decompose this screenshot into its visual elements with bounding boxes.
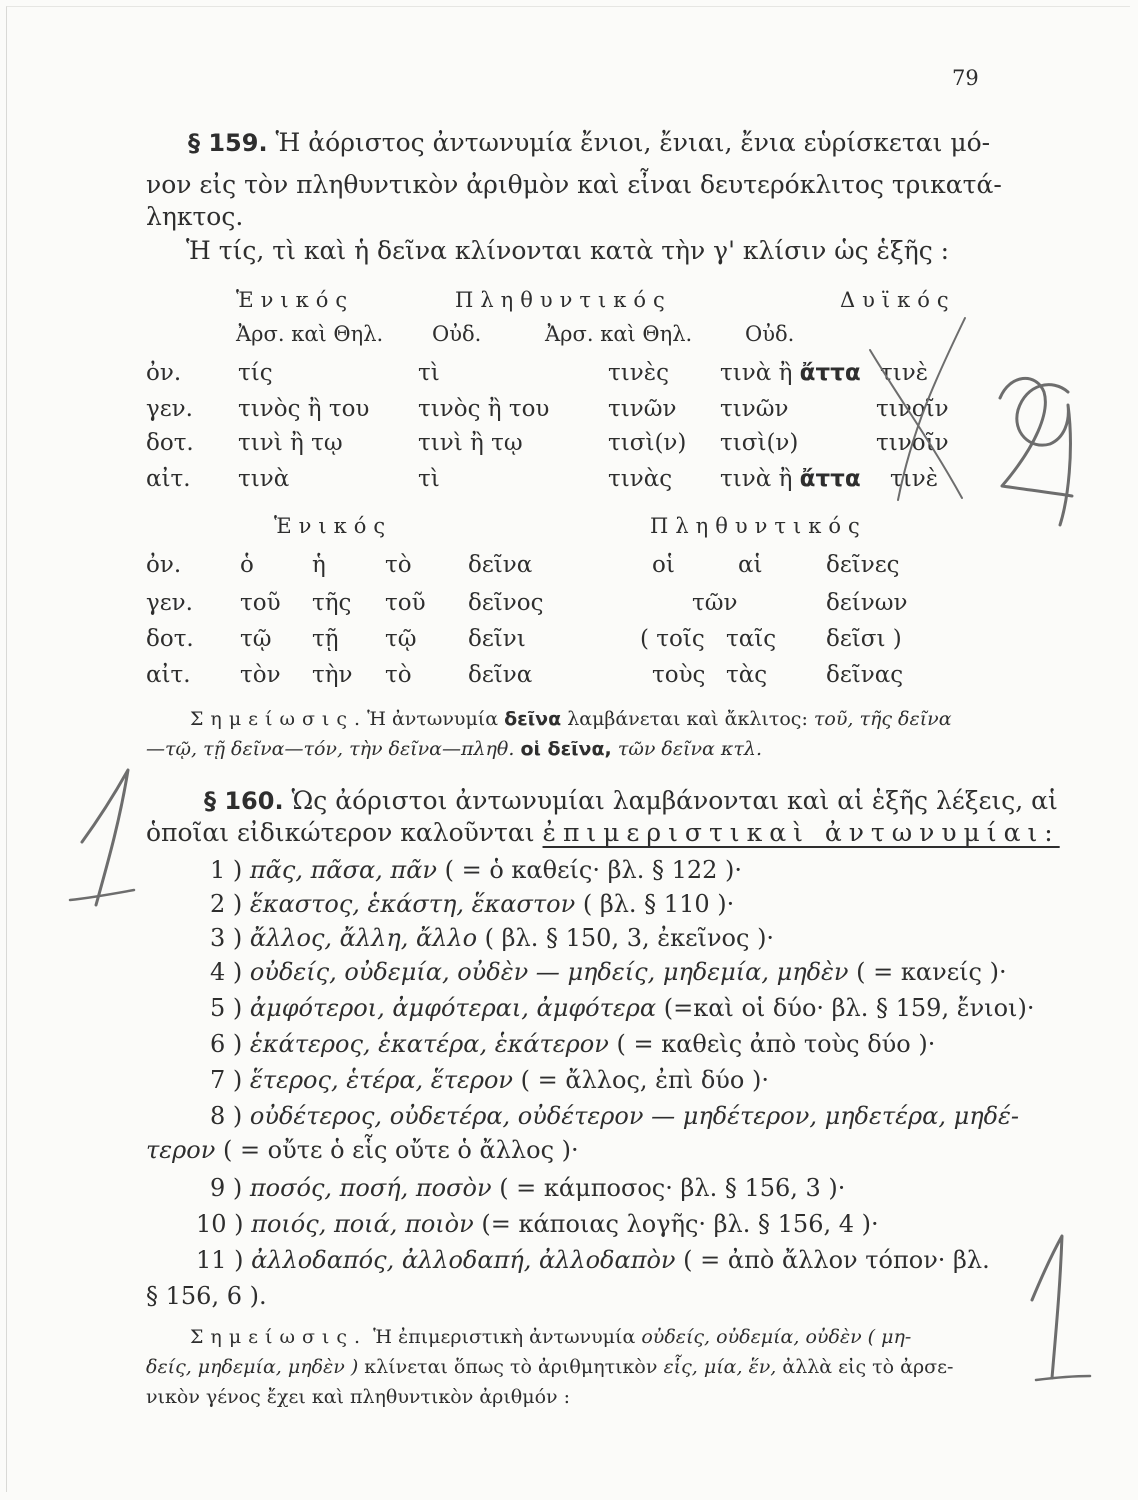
table1-subheader-3: Ἀρσ. καὶ Θηλ. — [545, 322, 693, 346]
table2-header-plural: Πληθυντικός — [650, 514, 867, 538]
table-cell: τὸ — [385, 662, 412, 688]
table-cell: τῷ — [385, 626, 417, 652]
table-cell: δεῖνι — [468, 626, 526, 652]
note-2-line-1: Σημείωσις. Ἡ ἐπιμεριστικὴ ἀντωνυμία οὐδείς, οὐδεμία, οὐδὲν ( μη- — [190, 1326, 912, 1348]
section-159-number: § 159. — [188, 129, 268, 157]
table-cell: τῷ — [240, 626, 272, 652]
table-cell: δεῖνα — [468, 552, 533, 578]
table1-subheader-4: Οὐδ. — [745, 322, 795, 346]
table-cell: τινὲ — [890, 466, 939, 492]
case-label: αἰτ. — [146, 466, 191, 492]
table-cell: τινοῖν — [876, 396, 949, 422]
table-cell: τῇ — [312, 626, 339, 652]
table1-subheader-2: Οὐδ. — [432, 322, 482, 346]
table-cell: τινὰ — [238, 466, 290, 492]
note-1-line-2: —τῷ, τῇ δεῖνα—τόν, τὴν δεῖνα—πληθ. οἱ δεῖνα, τῶν δεῖνα κτλ. — [146, 738, 762, 760]
case-label: γεν. — [146, 590, 193, 616]
table-cell: οἱ — [652, 552, 675, 578]
table-cell: ὁ — [240, 552, 254, 578]
section-159-line-3: ληκτος. — [146, 202, 244, 231]
section-160-line-2: ὁποῖαι εἰδικώτερον καλοῦνται ἐπιμεριστικαὶ ἀντωνυμίαι: — [146, 818, 1060, 847]
table2-header-singular: Ἑνικός — [274, 514, 393, 538]
table-cell: τὰς — [726, 662, 768, 688]
table-cell: αἱ — [738, 552, 763, 578]
case-label: γεν. — [146, 396, 193, 422]
table-cell: τινὰς — [608, 466, 673, 492]
table-cell: ἡ — [312, 552, 326, 578]
table-cell: τινοῖν — [876, 430, 949, 456]
table-cell: δείνων — [826, 590, 908, 616]
table-cell: τινῶν — [720, 396, 789, 422]
table-cell: τῆς — [312, 590, 352, 616]
table-cell: τοῦ — [240, 590, 281, 616]
table1-header-dual: Δυϊκός — [840, 288, 956, 312]
note-2-line-2: δείς, μηδεμία, μηδὲν ) κλίνεται ὅπως τὸ ἀριθμητικὸν εἷς, μία, ἕν, ἀλλὰ εἰς τὸ ἀρσε- — [146, 1356, 954, 1378]
section-159-line-1: § 159. Ἡ ἀόριστος ἀντωνυμία ἔνιοι, ἔνιαι, ἔνια εὑρίσκεται μό- — [188, 128, 991, 157]
table-cell: τινὸς ἢ του — [418, 396, 550, 422]
table-cell: τισὶ(ν) — [608, 430, 687, 456]
table1-header-singular: Ἑνικός — [236, 288, 355, 312]
table-cell: τινῶν — [608, 396, 677, 422]
table-cell: τινὲς — [608, 360, 669, 386]
table-cell: τὸν — [240, 662, 281, 688]
note-2-line-3: νικὸν γένος ἔχει καὶ πληθυντικὸν ἀριθμόν : — [146, 1386, 570, 1408]
case-label: ὀν. — [146, 360, 182, 386]
case-label: ὀν. — [146, 552, 182, 578]
table-cell: τισὶ(ν) — [720, 430, 799, 456]
table-cell: τῶν — [692, 590, 738, 616]
table-cell: δεῖνα — [468, 662, 533, 688]
case-label: αἰτ. — [146, 662, 191, 688]
table-cell: δεῖσι ) — [826, 626, 902, 652]
note-1-line-1: Σημείωσις.Ἡ ἀντωνυμία δεῖνα λαμβάνεται καὶ ἄκλιτος: τοῦ, τῆς δεῖνα — [190, 708, 952, 730]
table-cell: τὶ — [418, 360, 440, 386]
table1-header-plural: Πληθυντικός — [455, 288, 672, 312]
table-cell: τοῦ — [385, 590, 426, 616]
handwritten-stroke — [70, 890, 134, 900]
table-cell: τίς — [238, 360, 273, 386]
table-cell: τὶ — [418, 466, 440, 492]
section-160-line-1: § 160. Ὡς ἀόριστοι ἀντωνυμίαι λαμβάνονται καὶ αἱ ἑξῆς λέξεις, αἱ — [204, 786, 1058, 815]
section-159-line-4: Ἡ τίς, τὶ καὶ ἡ δεῖνα κλίνονται κατὰ τὴν γ' κλίσιν ὡς ἑξῆς : — [186, 236, 950, 265]
section-160-number: § 160. — [204, 787, 284, 815]
strike-cross-mark — [870, 350, 962, 498]
table-cell: δεῖνες — [826, 552, 900, 578]
handwritten-digit-1 — [1032, 1236, 1062, 1378]
table-cell: τινὶ ἢ τῳ — [238, 430, 343, 456]
page-number: 79 — [952, 66, 979, 90]
table1-subheader-1: Ἀρσ. καὶ Θηλ. — [236, 322, 384, 346]
table-cell: τινὸς ἢ του — [238, 396, 370, 422]
table-cell: τινὶ ἢ τῳ — [418, 430, 523, 456]
table-cell: ( τοῖς — [640, 626, 705, 652]
table-cell: τινὲ — [880, 360, 929, 386]
table-cell: τινὰ ἢ ἄττα — [720, 466, 861, 492]
table-cell: τὴν — [312, 662, 353, 688]
section-159-line-2: νον εἰς τὸν πληθυντικὸν ἀριθμὸν καὶ εἶναι δευτερόκλιτος τρικατά- — [146, 170, 1002, 199]
table-cell: τοὺς — [652, 662, 706, 688]
table-cell: τὸ — [385, 552, 412, 578]
table-cell: δεῖνος — [468, 590, 544, 616]
case-label: δοτ. — [146, 626, 194, 652]
handwritten-digit-1 — [82, 770, 128, 905]
table-cell: τινὰ ἢ ἄττα — [720, 360, 861, 386]
case-label: δοτ. — [146, 430, 194, 456]
table-cell: ταῖς — [726, 626, 777, 652]
table-cell: δεῖνας — [826, 662, 904, 688]
handwritten-stroke — [1036, 1376, 1090, 1380]
